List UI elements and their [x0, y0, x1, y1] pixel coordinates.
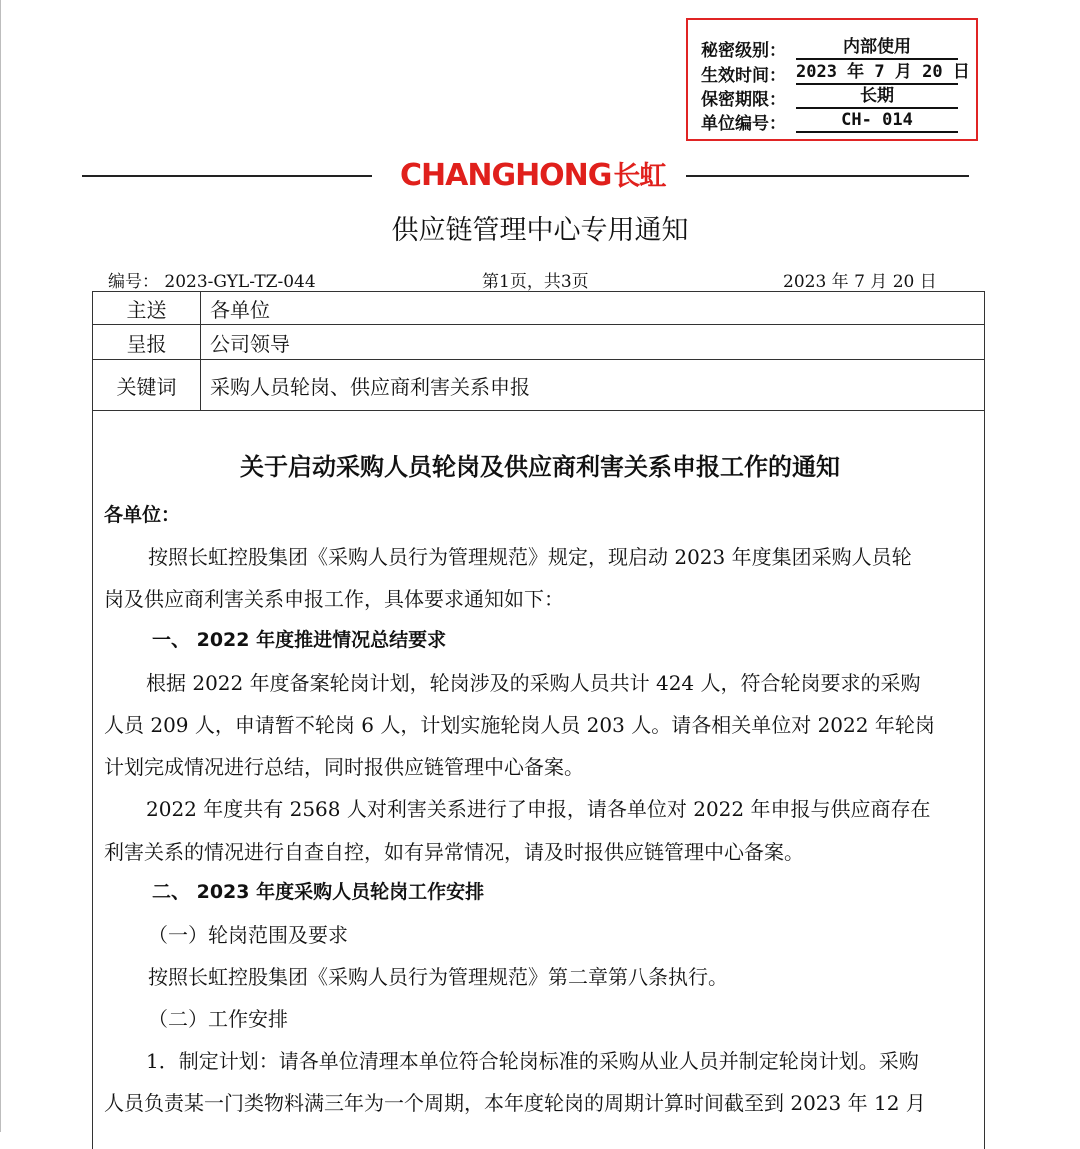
recipient-label: 主送	[93, 292, 201, 324]
paragraph-line: 按照长虹控股集团《采购人员行为管理规范》第二章第八条执行。	[148, 965, 728, 989]
salutation: 各单位：	[104, 504, 181, 526]
report-to-label: 呈报	[93, 325, 201, 359]
logo-rule-right	[686, 175, 969, 177]
document-title: 供应链管理中心专用通知	[391, 215, 689, 246]
secrecy-period-value: 长期	[796, 85, 958, 109]
paragraph-line: 人员 209 人，申请暂不轮岗 6 人，计划实施轮岗人员 203 人。请各相关单位对 2022 年轮岗	[104, 713, 935, 737]
changhong-logo	[400, 156, 665, 196]
subsection-heading: （二）工作安排	[148, 1007, 288, 1031]
security-level-label: 秘密级别：	[701, 41, 786, 61]
paragraph-line: 计划完成情况进行总结，同时报供应链管理中心备案。	[104, 755, 584, 779]
page-count: 第1页，共3页	[482, 272, 589, 292]
header-table	[92, 291, 985, 411]
effective-date-label: 生效时间：	[701, 66, 786, 86]
subsection-heading: （一）轮岗范围及要求	[148, 923, 348, 947]
logo-latin-text: CHANGHONG	[400, 158, 612, 193]
logo-rule-left	[82, 175, 372, 177]
section-heading-1: 一、 2022 年度推进情况总结要求	[152, 629, 447, 651]
document-date: 2023 年 7 月 20 日	[783, 272, 937, 292]
security-level-value: 内部使用	[796, 36, 958, 60]
page-edge	[0, 0, 1, 1132]
keywords-label: 关键词	[93, 360, 201, 410]
section-heading-2: 二、 2023 年度采购人员轮岗工作安排	[152, 881, 485, 903]
paragraph-line: 人员负责某一门类物料满三年为一个周期，本年度轮岗的周期计算时间截至到 2023 年 12 月	[104, 1091, 926, 1115]
secrecy-period-label: 保密期限：	[701, 90, 786, 110]
table-row	[93, 292, 984, 325]
paragraph-line: 利害关系的情况进行自查自控，如有异常情况，请及时报供应链管理中心备案。	[104, 840, 804, 864]
logo-chinese-text: 长虹	[613, 161, 666, 192]
paragraph-line: 1．制定计划：请各单位清理本单位符合轮岗标准的采购从业人员并制定轮岗计划。采购	[146, 1049, 919, 1073]
effective-date-value: 2023 年 7 月 20 日	[796, 61, 958, 85]
recipient-value: 各单位	[210, 297, 270, 322]
paragraph-line: 按照长虹控股集团《采购人员行为管理规范》规定，现启动 2023 年度集团采购人员轮	[148, 545, 912, 569]
security-classification-box	[686, 18, 978, 141]
table-row	[93, 325, 984, 360]
paragraph-line: 岗及供应商利害关系申报工作，具体要求通知如下：	[104, 587, 564, 611]
table-row	[93, 360, 984, 410]
keywords-value: 采购人员轮岗、供应商利害关系申报	[210, 374, 530, 399]
notice-title: 关于启动采购人员轮岗及供应商利害关系申报工作的通知	[240, 453, 840, 481]
paragraph-line: 根据 2022 年度备案轮岗计划，轮岗涉及的采购人员共计 424 人，符合轮岗要求的采购	[146, 671, 921, 695]
document-number: 编号： 2023-GYL-TZ-044	[108, 272, 316, 292]
unit-code-label: 单位编号：	[701, 114, 786, 134]
paragraph-line: 2022 年度共有 2568 人对利害关系进行了申报，请各单位对 2022 年申报与供应商存在	[146, 797, 931, 821]
unit-code-value: CH- 014	[796, 109, 958, 133]
report-to-value: 公司领导	[210, 331, 290, 356]
